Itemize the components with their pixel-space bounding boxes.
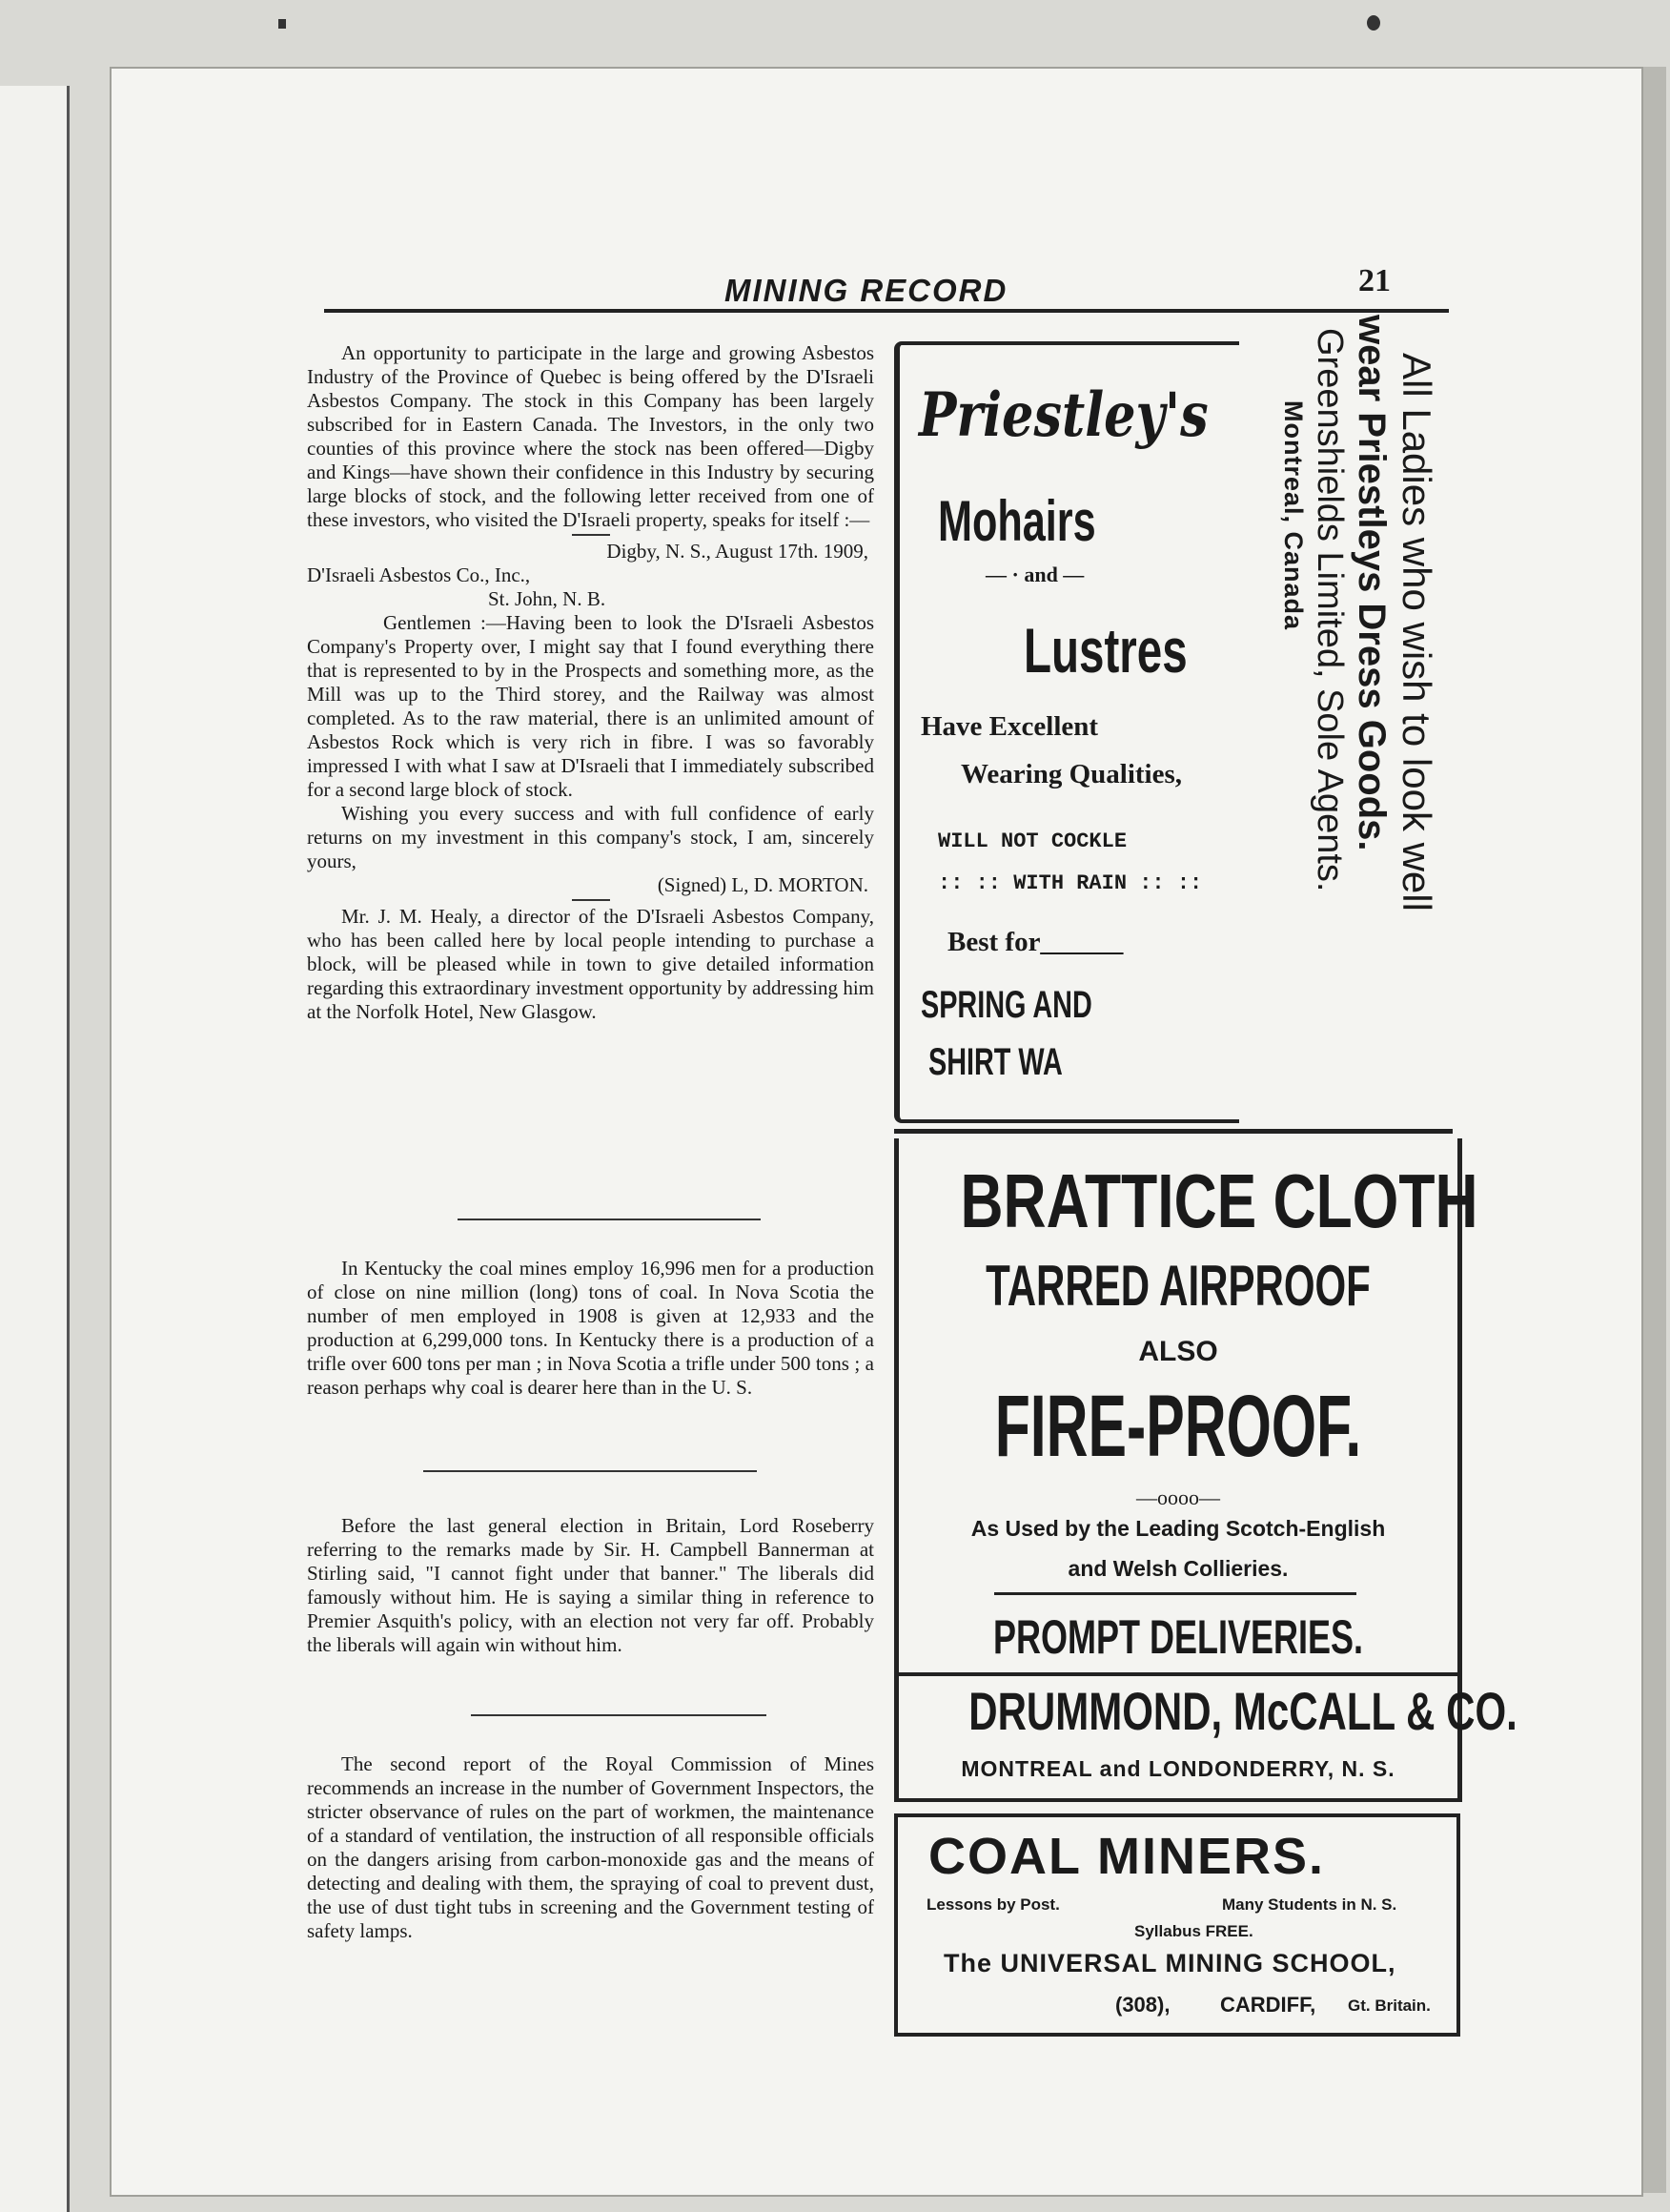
ad-line: WILL NOT COCKLE xyxy=(938,830,1128,853)
ad-subhead: TARRED AIRPROOF xyxy=(986,1254,1371,1318)
ad-line: Best for______ xyxy=(947,927,1124,957)
short-rule xyxy=(572,534,610,536)
ad-line: SHIRT WA xyxy=(928,1041,1063,1083)
ad-line: Lessons by Post. xyxy=(927,1895,1060,1914)
school-number: (308), xyxy=(1115,1993,1171,2017)
letter-body: Gentlemen :—Having been to look the D'Israeli Asbestos Company's Property over, I might say that I found everything there that is represented to by in the Prospects and something more, as the Mill was up to the Third storey, and the Railway was almost completed. As to the raw material, there is an unlimited amount of Asbestos Rock which is very rich in fibre. I was so favorably impressed I with what I saw at D'Israeli that I immediately subscribed for a second large block of stock. xyxy=(307,611,874,801)
drummond-ad xyxy=(894,1674,1517,1802)
company-name: DRUMMOND, McCALL & CO. xyxy=(968,1681,1517,1741)
article-text: Before the last general election in Britain, Lord Roseberry referring to the remarks made by Sir. H. Campbell Bannerman at Stirling said, "I cannot fight under that banner." The liberals did famously without him. He is saying a similar thing in reference to Premier Asquith's policy, with an election not very far off. Probably the liberals will again win without him. xyxy=(307,1514,874,1656)
article-roseberry xyxy=(307,1514,874,1657)
article-text: The second report of the Royal Commission of Mines recommends an increase in the number of Government Inspectors, the stricter observance of rules on the part of workmen, the maintenance of a standard of ventilation, the instruction of all responsible officials on the dangers arising from carbon-monoxide gas and the means of detecting and dealing with them, the spraying of coal to prevent dust, the use of dust tight tubs in screening and the Government testing of safety lamps. xyxy=(307,1752,874,1942)
ad-ornament: —oooo— xyxy=(1136,1485,1220,1509)
priestleys-ad xyxy=(894,341,1239,1123)
article-asbestos xyxy=(307,341,874,1024)
brand-logo-text: Priestley's xyxy=(919,379,1209,451)
vertical-ad-line: All Ladies who wish to look well xyxy=(1395,353,1439,911)
article-text: In Kentucky the coal mines employ 16,996 men for a production of close on nine million (long) tons of coal. In Nova Scotia the number of men employed in 1908 is given at 12,933 and the production at 6,299,000 tons. In Kentucky there is a production of a trifle over 600 tons per man ; in Nova Scotia a trifle under 500 tons ; a reason perhaps why coal is dearer here than in the U. S. xyxy=(307,1257,874,1399)
article-intro: An opportunity to participate in the large and growing Asbestos Industry of the Province of Quebec is being offered by the D'Israeli Asbestos Company. The stock in this Company has been largely subscribed for in Eastern Canada. The Investors, in the only two counties of this province where the stock nas been offered—Digby and Kings—have shown their confidence in this Industry by securing large blocks of stock, and the following letter received from one of these investors, who visited the D'Israeli property, speaks for itself :— xyxy=(307,341,874,531)
ad-line: :: :: WITH RAIN :: :: xyxy=(938,871,1203,895)
section-divider xyxy=(423,1470,757,1472)
adjacent-page-edge xyxy=(0,86,70,2212)
company-location: MONTREAL and LONDONDERRY, N. S. xyxy=(961,1756,1395,1781)
ad-line: SPRING AND xyxy=(921,984,1092,1026)
ad-rule xyxy=(994,1592,1356,1595)
ad-top-rule xyxy=(894,1129,1453,1134)
ad-line: Have Excellent xyxy=(921,711,1099,742)
ad-also: ALSO xyxy=(1138,1336,1218,1367)
letter-dateline: Digby, N. S., August 17th. 1909, xyxy=(606,540,868,563)
page-number: 21 xyxy=(1358,263,1391,298)
vertical-ad-line: wear Priestleys Dress Goods. xyxy=(1350,315,1393,851)
ad-line: Many Students in N. S. xyxy=(1222,1895,1397,1914)
section-divider xyxy=(471,1714,766,1716)
letter-addressee: D'Israeli Asbestos Co., Inc., xyxy=(307,563,531,586)
school-country: Gt. Britain. xyxy=(1348,1997,1431,2015)
product-lustres: Lustres xyxy=(1024,615,1188,686)
letter-closing: Wishing you every success and with full confidence of early returns on my investment in this company's stock, I am, sincerely yours, xyxy=(307,802,874,872)
article-kentucky xyxy=(307,1257,874,1400)
scan-speck xyxy=(1367,15,1380,31)
school-name: The UNIVERSAL MINING SCHOOL, xyxy=(944,1949,1396,1977)
letter-signature: (Signed) L, D. MORTON. xyxy=(657,873,868,896)
school-city: CARDIFF, xyxy=(1220,1993,1316,2017)
ad-line: Wearing Qualities, xyxy=(961,759,1182,789)
coal-miners-ad xyxy=(894,1813,1460,2037)
ad-line: Syllabus FREE. xyxy=(1134,1922,1253,1940)
section-divider xyxy=(458,1219,761,1220)
ad-headline: COAL MINERS. xyxy=(928,1828,1326,1885)
vertical-ad xyxy=(1249,315,1439,1106)
brattice-cloth-ad xyxy=(894,1138,1478,1676)
ad-line: and Welsh Collieries. xyxy=(1068,1556,1289,1581)
running-header: MINING RECORD xyxy=(724,273,1008,308)
article-postscript: Mr. J. M. Healy, a director of the D'Israeli Asbestos Company, who has been called here by local people intending to purchase a block, will be pleased while in town to give detailed information regarding this extraordinary investment opportunity by addressing him at the Norfolk Hotel, New Glasgow. xyxy=(307,905,874,1023)
header-rule xyxy=(324,309,1449,313)
short-rule xyxy=(572,899,610,901)
ad-headline: BRATTICE CLOTH xyxy=(960,1158,1478,1243)
article-royal-commission xyxy=(307,1752,874,1943)
letter-city: St. John, N. B. xyxy=(488,587,606,610)
ad-fireproof: FIRE-PROOF. xyxy=(994,1378,1362,1475)
ad-prompt: PROMPT DELIVERIES. xyxy=(992,1610,1364,1664)
vertical-ad-line: Montreal, Canada xyxy=(1279,400,1309,631)
and-connector: — · and — xyxy=(986,563,1085,586)
vertical-ad-line: Greenshields Limited, Sole Agents. xyxy=(1309,328,1350,892)
product-mohairs: Mohairs xyxy=(938,489,1096,553)
scan-speck xyxy=(278,19,286,29)
ad-line: As Used by the Leading Scotch-English xyxy=(970,1516,1386,1541)
